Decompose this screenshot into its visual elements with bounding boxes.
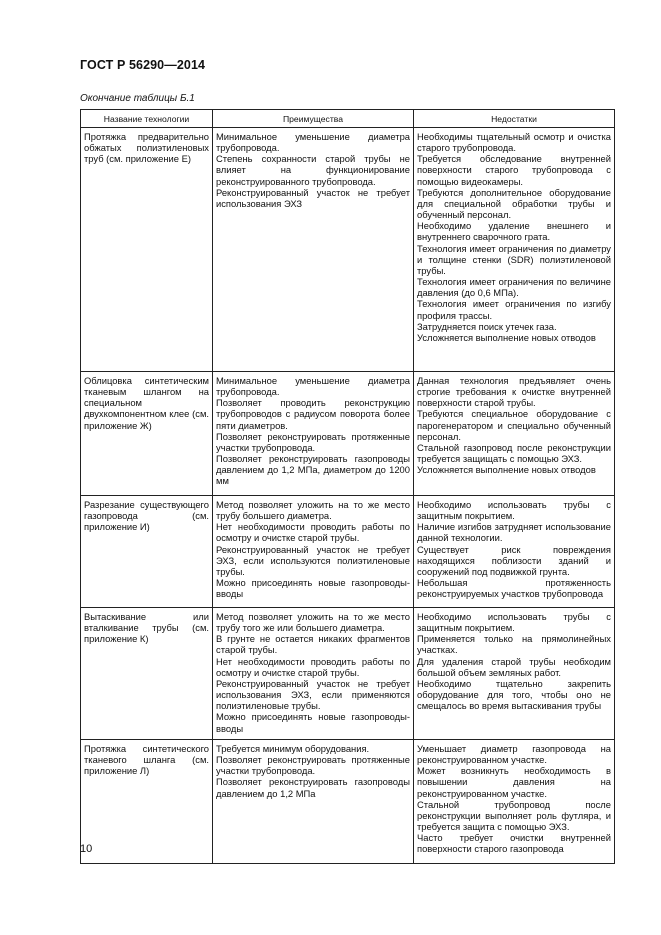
table-header-row xyxy=(81,110,615,128)
table-row xyxy=(81,372,615,496)
advantage-item: Реконструированный участок не требует использования ЭХЗ, если применяются полиэтиленовые трубы. xyxy=(216,677,410,712)
disadvantage-item: Необходимо использовать трубы с защитным покрытием. xyxy=(417,499,611,522)
disadvantage-item: Требуется обследование внутренней поверхности старого трубопровода с помощью видеокамеры. xyxy=(417,153,611,187)
technology-cell: Протяжка предварительно обжатых полиэтиленовых труб (см. приложение Е) xyxy=(81,128,213,372)
disadvantage-item: Требуются дополнительное оборудование для специальной обработки трубы и обученный персонал. xyxy=(417,186,611,221)
advantage-item: Позволяет проводить реконструкцию трубопроводов с радиусом поворота более пяти диаметров. xyxy=(216,397,410,431)
advantage-item: Степень сохранности старой трубы не влияет на функционирование реконструированного трубопровода. xyxy=(216,153,410,187)
advantages-cell xyxy=(213,740,414,864)
col-header-disadvantages: Недостатки xyxy=(414,110,615,128)
advantage-item: Позволяет реконструировать протяженные участки трубопровода. xyxy=(216,430,410,453)
disadvantage-item: Требуются специальное оборудование с парогенератором и специально обученный персонал. xyxy=(417,408,611,442)
disadvantage-item: Необходимо удаление внешнего и внутреннего сварочного грата. xyxy=(417,220,611,243)
disadvantage-item: Для удаления старой трубы необходим большой объем земляных работ. xyxy=(417,655,611,678)
table-row xyxy=(81,740,615,864)
disadvantages-cell xyxy=(414,740,615,864)
disadvantages-cell xyxy=(414,608,615,740)
disadvantages-cell xyxy=(414,128,615,372)
technology-cell: Протяжка синтетического тканевого шланга (см. приложение Л) xyxy=(81,740,213,864)
advantages-cell xyxy=(213,608,414,740)
disadvantage-item: Данная технология предъявляет очень строгие требования к очистке внутренней поверхности старой трубы. xyxy=(417,375,611,409)
advantage-item: Можно присоединять новые газопроводы-вводы xyxy=(216,577,410,600)
disadvantage-item: Необходимо тщательно закрепить оборудование для того, чтобы оно не смещалось во время вытаскивания трубы xyxy=(417,677,611,712)
disadvantage-item: Необходимы тщательный осмотр и очистка старого трубопровода. xyxy=(417,131,611,154)
col-header-technology: Название технологии xyxy=(81,110,213,128)
disadvantage-item: Небольшая протяженность реконструируемых участков трубопровода xyxy=(417,577,611,600)
advantage-item: Реконструированный участок не требует ЭХЗ, если используются полиэтиленовые трубы. xyxy=(216,543,410,577)
table-caption: Окончание таблицы Б.1 xyxy=(80,93,195,104)
disadvantages-cell xyxy=(414,496,615,608)
disadvantage-item: Усложняется выполнение новых отводов xyxy=(417,331,596,343)
advantages-cell xyxy=(213,372,414,496)
advantage-item: Требуется минимум оборудования. xyxy=(216,743,370,754)
disadvantage-item: Наличие изгибов затрудняет использование данной технологии. xyxy=(417,521,611,544)
advantage-item: Можно присоединять новые газопроводы-вводы xyxy=(216,711,410,734)
disadvantage-item: Стальной газопровод после реконструкции требуется защищать с помощью ЭХЗ. xyxy=(417,441,611,465)
table-row xyxy=(81,608,615,740)
technology-cell: Разрезание существующего газопровода (см. приложение И) xyxy=(81,496,213,608)
table-row xyxy=(81,496,615,608)
advantage-item: Минимальное уменьшение диаметра трубопровода. xyxy=(216,131,410,154)
advantage-item: Метод позволяет уложить на то же место трубу большего диаметра. xyxy=(216,499,410,522)
advantage-item: Позволяет реконструировать газопроводы давлением до 1,2 МПа xyxy=(216,776,410,799)
standard-header: ГОСТ Р 56290—2014 xyxy=(80,58,206,72)
disadvantage-item: Стальной трубопровод после реконструкции выполняет роль футляра, и требуется защита с помощью ЭХЗ. xyxy=(417,798,611,833)
disadvantages-cell xyxy=(414,372,615,496)
col-header-advantages: Преимущества xyxy=(213,110,414,128)
technology-cell: Облицовка синтетическим тканевым шлангом на специальном двухкомпонентном клее (см. приложение Ж) xyxy=(81,372,213,496)
advantage-item: Минимальное уменьшение диаметра трубопровода. xyxy=(216,375,410,398)
disadvantage-item: Затрудняется поиск утечек газа. xyxy=(417,320,557,332)
technologies-table xyxy=(80,109,615,864)
disadvantage-item: Необходимо использовать трубы с защитным покрытием. xyxy=(417,611,611,634)
technology-cell: Вытаскивание или вталкивание трубы (см. приложение К) xyxy=(81,608,213,740)
advantage-item: Метод позволяет уложить на то же место трубу того же или большего диаметра. xyxy=(216,611,410,634)
advantages-cell xyxy=(213,496,414,608)
disadvantage-item: Может возникнуть необходимость в повышении давления на реконструированном участке. xyxy=(417,765,611,799)
disadvantage-item: Технология имеет ограничения по диаметру и толщине стенки (SDR) полиэтиленовой трубы. xyxy=(417,242,611,276)
advantage-item: Нет необходимости проводить работы по осмотру и очистке старой трубы. xyxy=(216,655,410,678)
advantages-cell xyxy=(213,128,414,372)
disadvantage-item: Усложняется выполнение новых отводов xyxy=(417,464,596,476)
advantage-item: Позволяет реконструировать протяженные участки трубопровода. xyxy=(216,754,410,777)
advantage-item: Нет необходимости проводить работы по осмотру и очистке старой трубы. xyxy=(216,521,410,544)
advantage-item: Позволяет реконструировать газопроводы давлением до 1,2 МПа, диаметром до 1200 мм xyxy=(216,453,410,487)
disadvantage-item: Технология имеет ограничения по изгибу профиля трассы. xyxy=(417,298,611,321)
page-number: 10 xyxy=(80,843,93,855)
disadvantage-item: Существует риск повреждения находящихся поблизости зданий и сооружений под подвижкой грунта. xyxy=(417,543,611,577)
disadvantage-item: Часто требует очистки внутренней поверхности старого газопровода xyxy=(417,832,611,855)
disadvantage-item: Технология имеет ограничения по величине давления (до 0,6 МПа). xyxy=(417,276,611,299)
advantage-item: В грунте не остается никаких фрагментов старой трубы. xyxy=(216,633,410,656)
advantage-item: Реконструированный участок не требует использования ЭХЗ xyxy=(216,186,410,209)
disadvantage-item: Применяется только на прямолинейных участках. xyxy=(417,633,611,656)
disadvantage-item: Уменьшает диаметр газопровода на реконструированном участке. xyxy=(417,743,611,766)
table-row xyxy=(81,128,615,372)
